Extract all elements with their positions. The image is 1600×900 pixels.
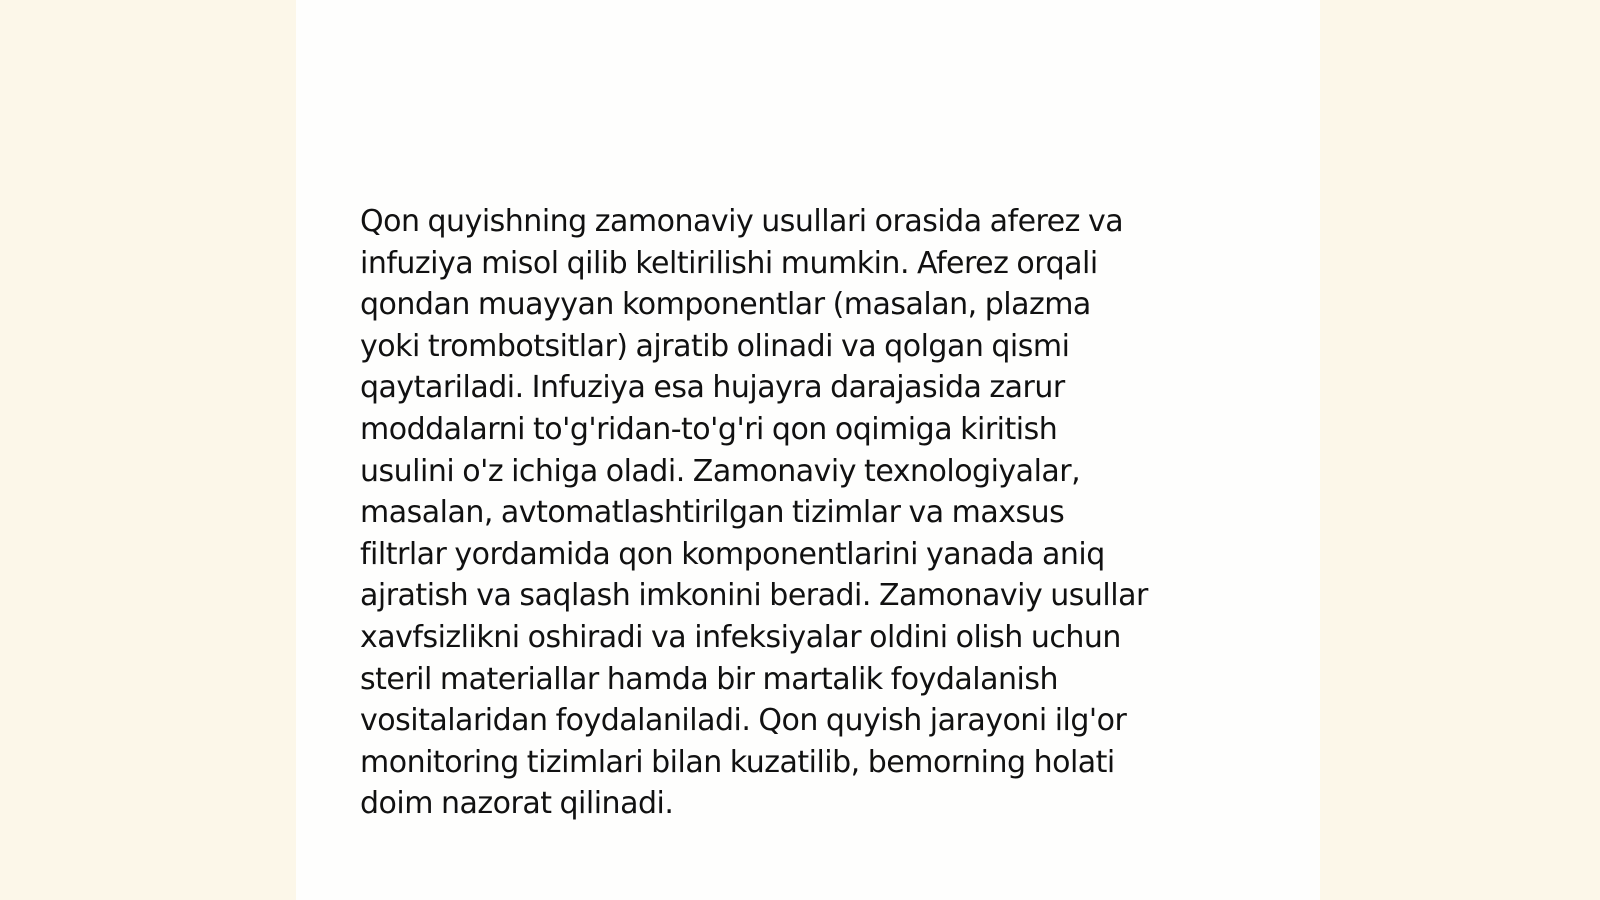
text-line: monitoring tizimlari bilan kuzatilib, bemorning holati [360, 744, 1115, 780]
text-line: infuziya misol qilib keltirilishi mumkin. Aferez orqali [360, 245, 1098, 281]
text-line: usulini o'z ichiga oladi. Zamonaviy texnologiyalar, [360, 453, 1081, 489]
document-page [296, 0, 1320, 900]
text-line: filtrlar yordamida qon komponentlarini yanada aniq [360, 536, 1105, 572]
text-line: ajratish va saqlash imkonini beradi. Zamonaviy usullar [360, 578, 1148, 614]
body-paragraph [360, 201, 1260, 825]
text-line: moddalarni to'g'ridan-to'g'ri qon oqimiga kiritish [360, 411, 1058, 447]
text-line: steril materiallar hamda bir martalik foydalanish [360, 661, 1058, 697]
text-line: qondan muayyan komponentlar (masalan, plazma [360, 287, 1091, 323]
text-line: doim nazorat qilinadi. [360, 786, 674, 822]
text-line: vositalaridan foydalaniladi. Qon quyish jarayoni ilg'or [360, 703, 1127, 739]
text-line: xavfsizlikni oshiradi va infeksiyalar oldini olish uchun [360, 619, 1121, 655]
text-line: masalan, avtomatlashtirilgan tizimlar va maxsus [360, 495, 1065, 531]
text-line: yoki trombotsitlar) ajratib olinadi va qolgan qismi [360, 328, 1070, 364]
text-line: Qon quyishning zamonaviy usullari orasida aferez va [360, 204, 1124, 239]
text-line: qaytariladi. Infuziya esa hujayra darajasida zarur [360, 370, 1065, 406]
